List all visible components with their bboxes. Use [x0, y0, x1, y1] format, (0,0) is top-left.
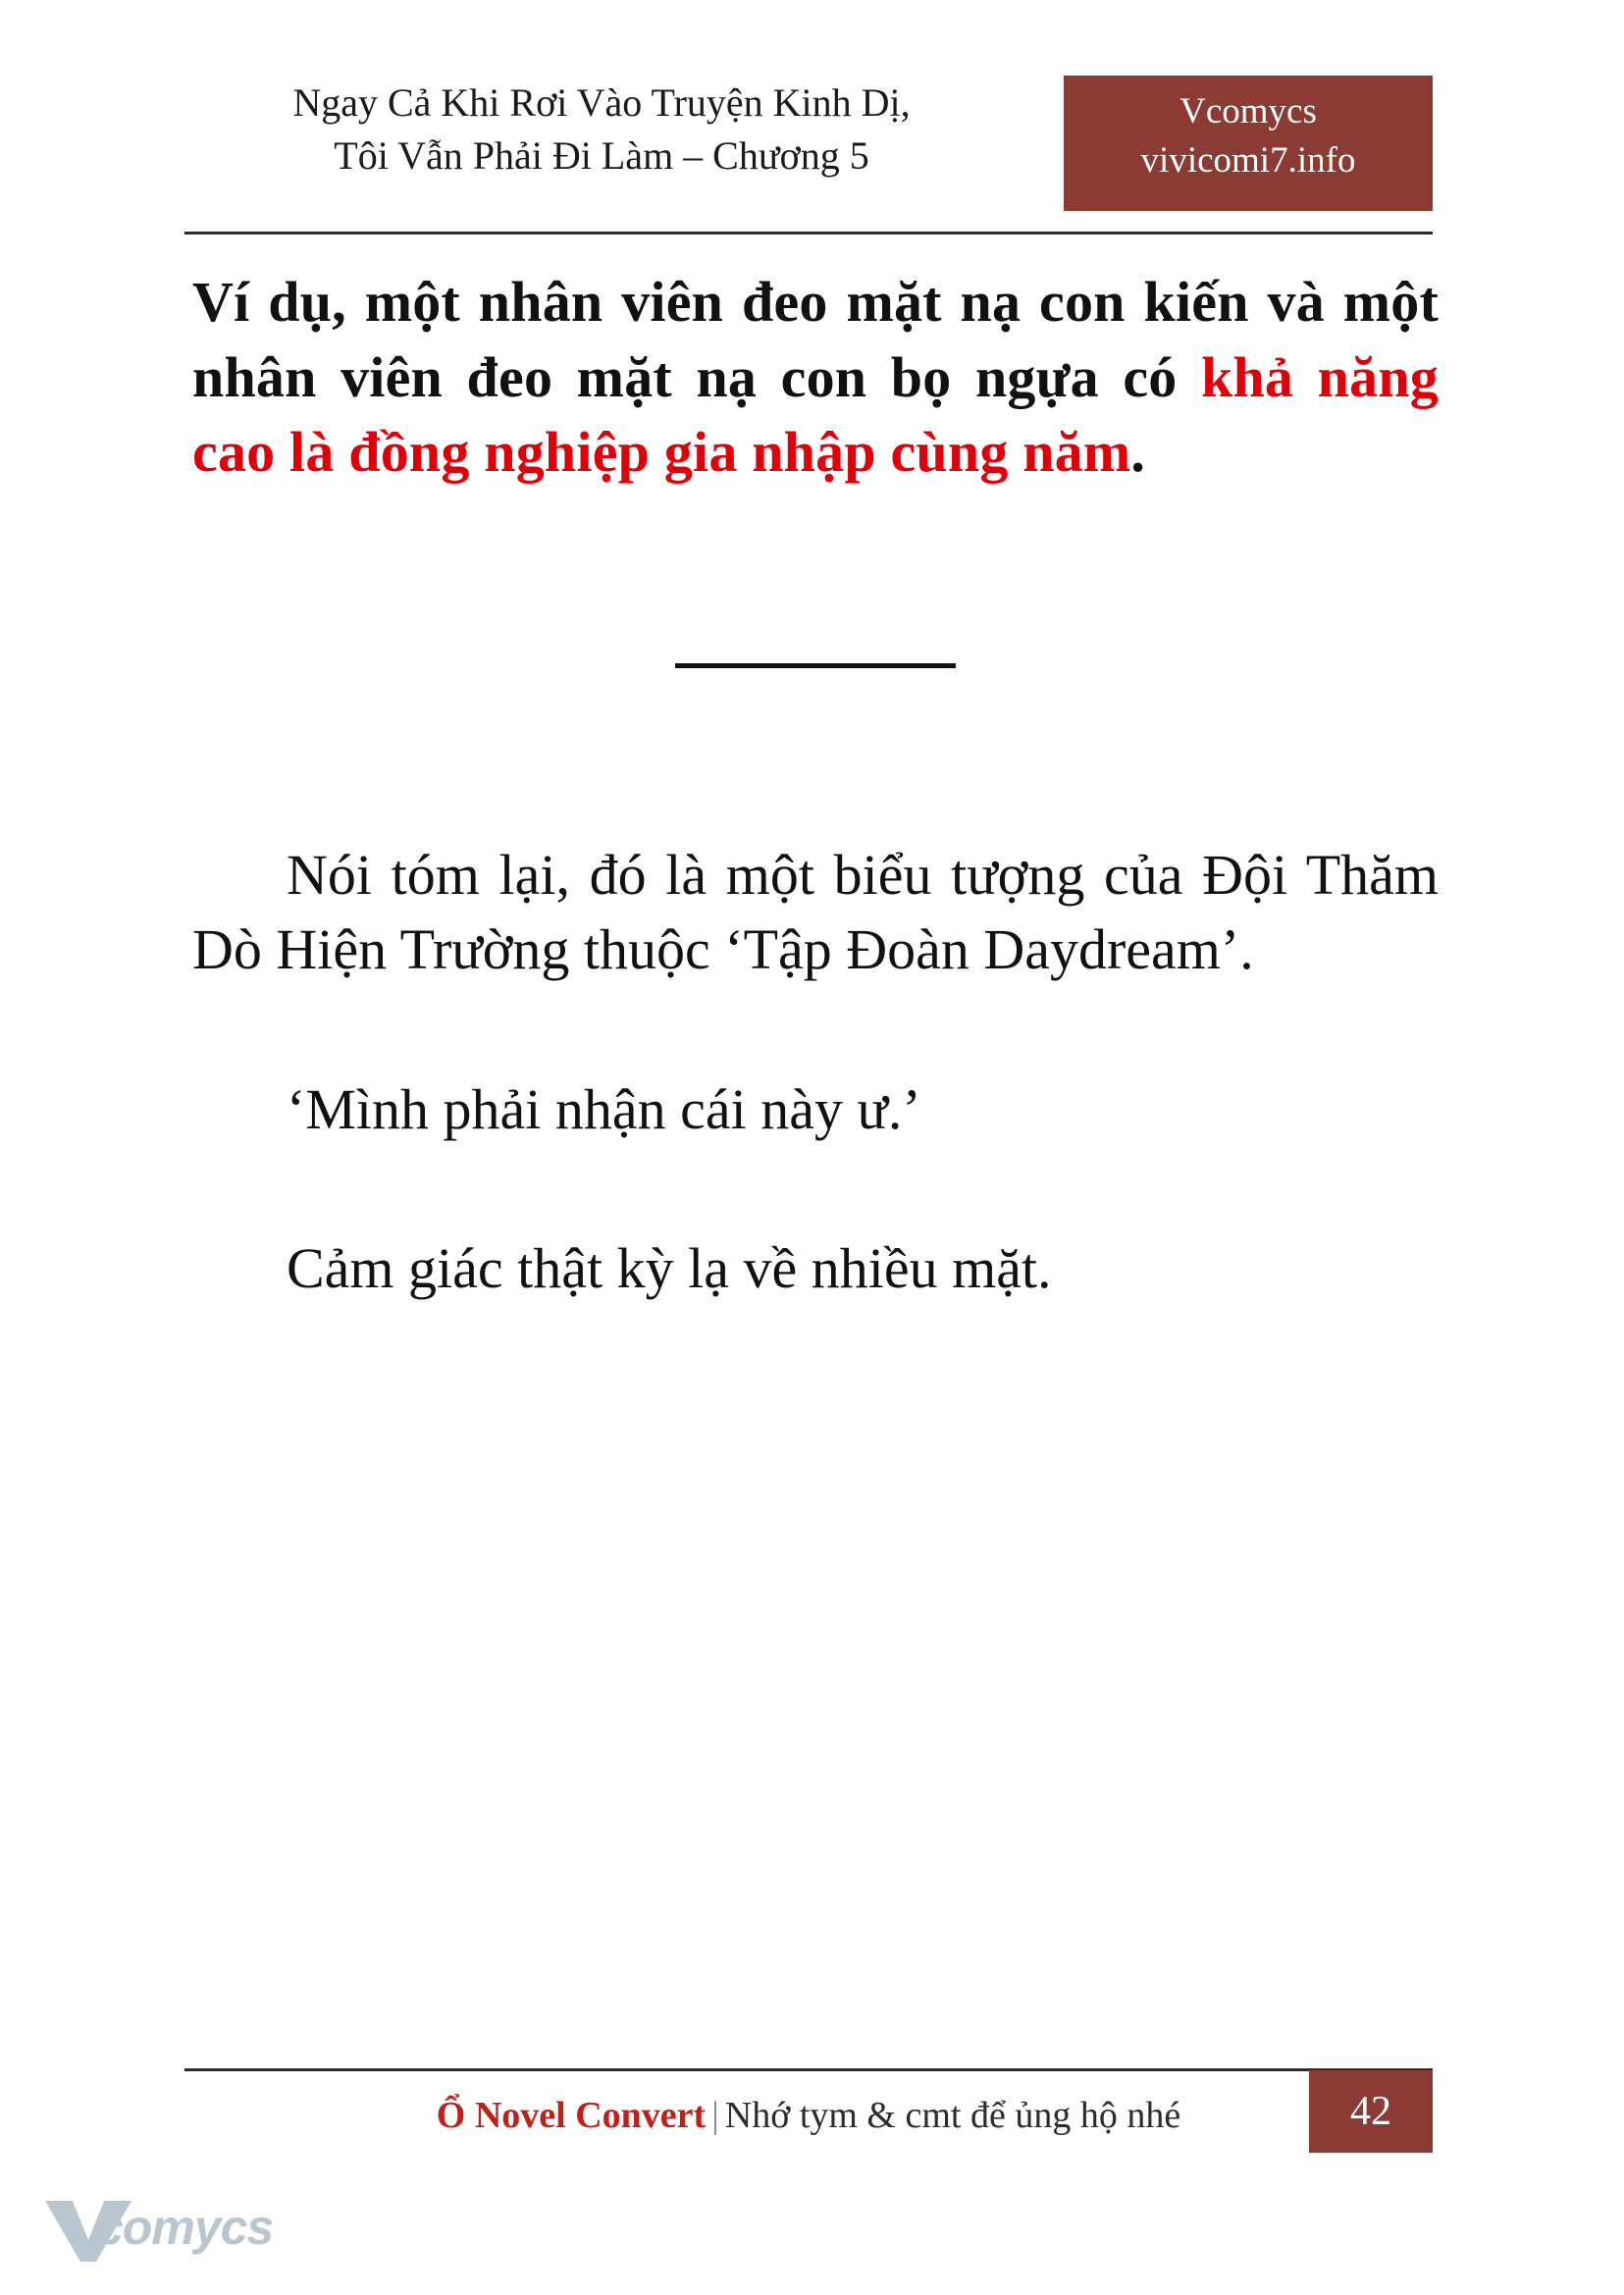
paragraph-1-text-black-1: Ví dụ, một nhân viên đeo mặt nạ con kiến và một nhân viên đeo mặt nạ con bọ ngựa có [192, 270, 1439, 409]
footer-separator: | [711, 2095, 719, 2136]
footer-brand: Ổ Novel Convert [436, 2095, 707, 2136]
header-title-line2: Tôi Vẫn Phải Đi Làm – Chương 5 [334, 133, 869, 178]
paragraph-4-text: Cảm giác thật kỳ lạ về nhiều mặt. [287, 1236, 1052, 1301]
scene-divider [675, 663, 956, 668]
spacer-2 [192, 988, 1439, 1072]
header-title-line1: Ngay Cả Khi Rơi Vào Truyện Kinh Dị, [292, 80, 911, 125]
paragraph-1-text-black-2: . [1130, 420, 1146, 485]
paragraph-1-text-red: khả năng cao là đồng nghiệp gia nhập cùng năm [192, 344, 1439, 485]
paragraph-4 [192, 1231, 1439, 1307]
spacer-above-divider [192, 491, 1439, 655]
footer-credit [184, 2094, 1433, 2137]
spacer-3 [192, 1147, 1439, 1231]
vcomycs-watermark [39, 2189, 275, 2268]
paragraph-3 [192, 1072, 1439, 1148]
header-title [184, 77, 1019, 183]
page-footer [184, 2080, 1433, 2159]
page-header [184, 77, 1433, 232]
page-content [192, 265, 1439, 1307]
footer-divider [184, 2068, 1433, 2071]
header-divider [184, 232, 1433, 235]
vcomycs-watermark-text: comycs [96, 2200, 274, 2255]
paragraph-2-text: Nói tóm lại, đó là một biểu tượng của Đội Thăm Dò Hiện Trường thuộc ‘Tập Đoàn Daydream’. [192, 842, 1439, 982]
spacer-below-divider [192, 673, 1439, 838]
site-badge [1064, 76, 1433, 211]
paragraph-1 [192, 265, 1439, 491]
paragraph-2 [192, 838, 1439, 988]
paragraph-3-text: ‘Mình phải nhận cái này ư.’ [287, 1076, 921, 1141]
site-badge-line1: Vcomycs [1179, 91, 1317, 131]
site-badge-line2: vivicomi7.info [1140, 139, 1356, 181]
page-number-badge: 42 [1309, 2070, 1433, 2153]
scene-divider-wrap [192, 655, 1439, 673]
footer-note: Nhớ tym & cmt để ủng hộ nhé [724, 2095, 1181, 2136]
